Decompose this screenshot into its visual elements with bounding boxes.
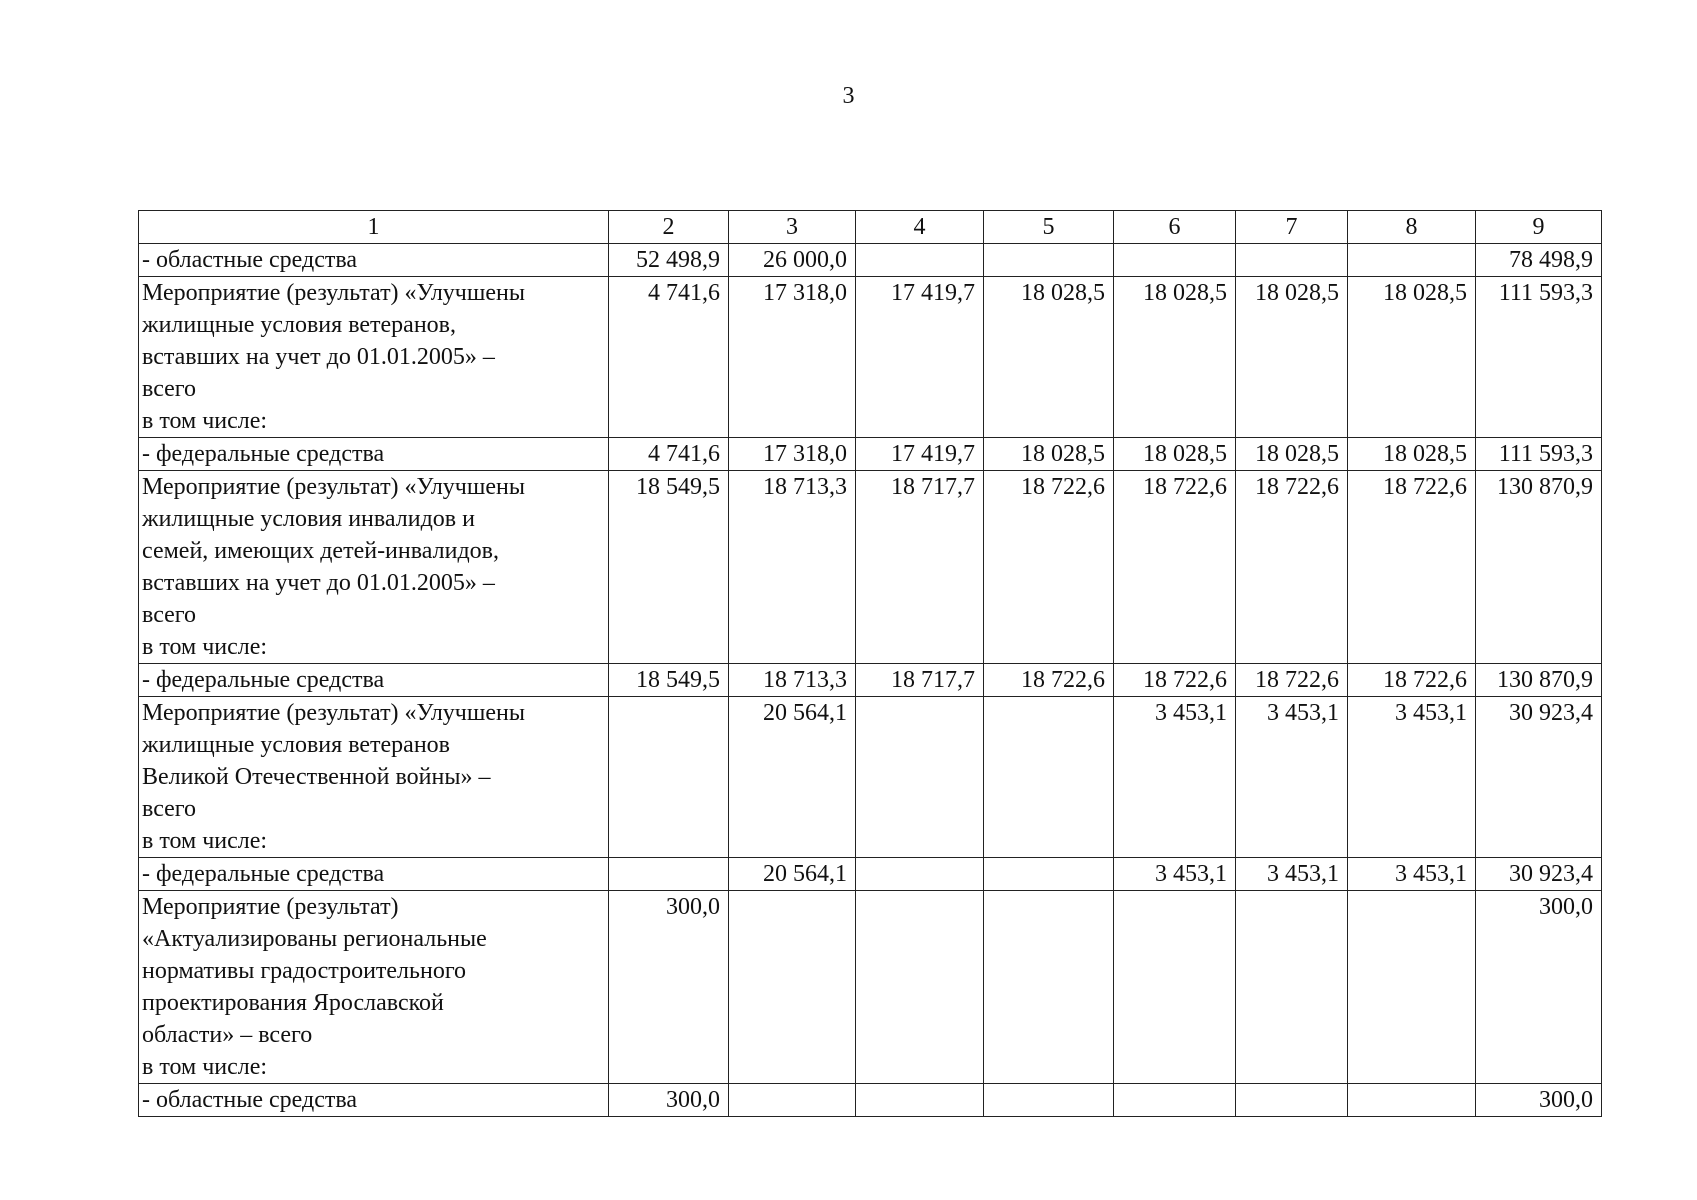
row-label-line: всего — [142, 796, 197, 822]
value-cell: 20 564,1 — [729, 858, 856, 891]
row-label-line: Мероприятие (результат) — [142, 894, 399, 920]
value-cell: 18 713,3 — [729, 471, 856, 664]
value-cell: 17 419,7 — [856, 277, 984, 438]
value-cell — [856, 858, 984, 891]
value-cell — [1348, 1084, 1476, 1117]
value-cell: 18 722,6 — [1114, 664, 1236, 697]
value-cell: 18 722,6 — [1348, 471, 1476, 664]
table-row — [139, 697, 1602, 858]
row-label-line: Мероприятие (результат) «Улучшены — [142, 474, 525, 500]
row-label-line: в том числе: — [142, 408, 268, 434]
row-label-line: семей, имеющих детей-инвалидов, — [142, 538, 499, 564]
value-cell: 130 870,9 — [1476, 471, 1602, 664]
column-number: 5 — [984, 211, 1114, 244]
table-row — [139, 891, 1602, 1084]
value-cell: 18 549,5 — [609, 664, 729, 697]
value-cell: 18 722,6 — [1236, 664, 1348, 697]
row-label-line: всего — [142, 602, 197, 628]
value-cell: 18 713,3 — [729, 664, 856, 697]
value-cell: 3 453,1 — [1348, 858, 1476, 891]
row-label-line: всего — [142, 376, 197, 402]
row-label-line: вставших на учет до 01.01.2005» – — [142, 344, 495, 370]
value-cell: 18 028,5 — [1348, 438, 1476, 471]
value-cell — [1348, 244, 1476, 277]
column-number: 4 — [856, 211, 984, 244]
value-cell: 30 923,4 — [1476, 697, 1602, 858]
page-number: 3 — [842, 83, 855, 109]
row-label-line: в том числе: — [142, 634, 268, 660]
row-label-line: в том числе: — [142, 1054, 268, 1080]
value-cell: 18 722,6 — [1114, 471, 1236, 664]
value-cell: 18 028,5 — [1114, 438, 1236, 471]
row-label-line: Великой Отечественной войны» – — [142, 764, 491, 790]
row-label-cell — [139, 244, 609, 277]
row-label-line: вставших на учет до 01.01.2005» – — [142, 570, 495, 596]
value-cell: 3 453,1 — [1236, 858, 1348, 891]
row-label-line: - федеральные средства — [142, 441, 385, 467]
value-cell — [984, 1084, 1114, 1117]
column-number: 6 — [1114, 211, 1236, 244]
row-label-line: - областные средства — [142, 1087, 358, 1113]
value-cell — [1114, 244, 1236, 277]
row-label-line: «Актуализированы региональные — [142, 926, 487, 952]
column-number: 3 — [729, 211, 856, 244]
value-cell: 26 000,0 — [729, 244, 856, 277]
value-cell: 30 923,4 — [1476, 858, 1602, 891]
value-cell: 20 564,1 — [729, 697, 856, 858]
value-cell: 18 717,7 — [856, 471, 984, 664]
table-row — [139, 858, 1602, 891]
value-cell: 17 318,0 — [729, 438, 856, 471]
row-label-cell — [139, 697, 609, 858]
value-cell: 18 028,5 — [984, 277, 1114, 438]
value-cell — [609, 697, 729, 858]
value-cell: 130 870,9 — [1476, 664, 1602, 697]
row-label-line: области» – всего — [142, 1022, 313, 1048]
table-row — [139, 471, 1602, 664]
row-label-cell — [139, 438, 609, 471]
value-cell: 18 028,5 — [1348, 277, 1476, 438]
value-cell — [856, 697, 984, 858]
row-label-line: - федеральные средства — [142, 861, 385, 887]
value-cell: 111 593,3 — [1476, 438, 1602, 471]
table-row — [139, 438, 1602, 471]
value-cell: 300,0 — [1476, 891, 1602, 1084]
value-cell — [984, 891, 1114, 1084]
row-label-line: - федеральные средства — [142, 667, 385, 693]
value-cell: 18 028,5 — [1236, 277, 1348, 438]
row-label-line: нормативы градостроительного — [142, 958, 467, 984]
value-cell: 17 318,0 — [729, 277, 856, 438]
value-cell — [1236, 1084, 1348, 1117]
value-cell: 17 419,7 — [856, 438, 984, 471]
value-cell: 300,0 — [609, 1084, 729, 1117]
value-cell: 78 498,9 — [1476, 244, 1602, 277]
table-header — [139, 211, 1602, 244]
value-cell — [1348, 891, 1476, 1084]
table-body — [139, 244, 1602, 1117]
value-cell — [984, 244, 1114, 277]
value-cell: 4 741,6 — [609, 438, 729, 471]
value-cell — [1236, 244, 1348, 277]
value-cell: 18 028,5 — [1114, 277, 1236, 438]
value-cell: 3 453,1 — [1114, 697, 1236, 858]
column-number: 9 — [1476, 211, 1602, 244]
row-label-cell — [139, 471, 609, 664]
row-label-line: жилищные условия инвалидов и — [142, 506, 475, 532]
value-cell: 3 453,1 — [1114, 858, 1236, 891]
value-cell — [856, 244, 984, 277]
row-label-line: жилищные условия ветеранов — [142, 732, 451, 758]
row-label-line: - областные средства — [142, 247, 358, 273]
value-cell — [1114, 1084, 1236, 1117]
row-label-line: Мероприятие (результат) «Улучшены — [142, 280, 525, 306]
value-cell: 111 593,3 — [1476, 277, 1602, 438]
value-cell — [729, 1084, 856, 1117]
value-cell: 18 549,5 — [609, 471, 729, 664]
row-label-cell — [139, 664, 609, 697]
column-number: 1 — [139, 211, 609, 244]
value-cell: 3 453,1 — [1236, 697, 1348, 858]
row-label-line: в том числе: — [142, 828, 268, 854]
value-cell: 300,0 — [609, 891, 729, 1084]
funding-table — [138, 210, 1602, 1117]
value-cell: 18 717,7 — [856, 664, 984, 697]
column-number: 8 — [1348, 211, 1476, 244]
column-number-row — [139, 211, 1602, 244]
value-cell — [856, 891, 984, 1084]
value-cell — [984, 697, 1114, 858]
value-cell: 18 722,6 — [1236, 471, 1348, 664]
column-number: 7 — [1236, 211, 1348, 244]
table-row — [139, 244, 1602, 277]
value-cell: 18 722,6 — [984, 471, 1114, 664]
row-label-cell — [139, 891, 609, 1084]
value-cell — [729, 891, 856, 1084]
row-label-cell — [139, 277, 609, 438]
value-cell — [856, 1084, 984, 1117]
column-number: 2 — [609, 211, 729, 244]
row-label-cell — [139, 1084, 609, 1117]
value-cell: 300,0 — [1476, 1084, 1602, 1117]
table-row — [139, 1084, 1602, 1117]
value-cell — [609, 858, 729, 891]
value-cell — [1236, 891, 1348, 1084]
value-cell: 18 722,6 — [984, 664, 1114, 697]
value-cell: 4 741,6 — [609, 277, 729, 438]
row-label-line: Мероприятие (результат) «Улучшены — [142, 700, 525, 726]
row-label-line: жилищные условия ветеранов, — [142, 312, 457, 338]
value-cell — [1114, 891, 1236, 1084]
table-row — [139, 664, 1602, 697]
row-label-line: проектирования Ярославской — [142, 990, 444, 1016]
value-cell: 3 453,1 — [1348, 697, 1476, 858]
value-cell: 52 498,9 — [609, 244, 729, 277]
value-cell: 18 028,5 — [1236, 438, 1348, 471]
value-cell — [984, 858, 1114, 891]
value-cell: 18 028,5 — [984, 438, 1114, 471]
table-row — [139, 277, 1602, 438]
value-cell: 18 722,6 — [1348, 664, 1476, 697]
row-label-cell — [139, 858, 609, 891]
